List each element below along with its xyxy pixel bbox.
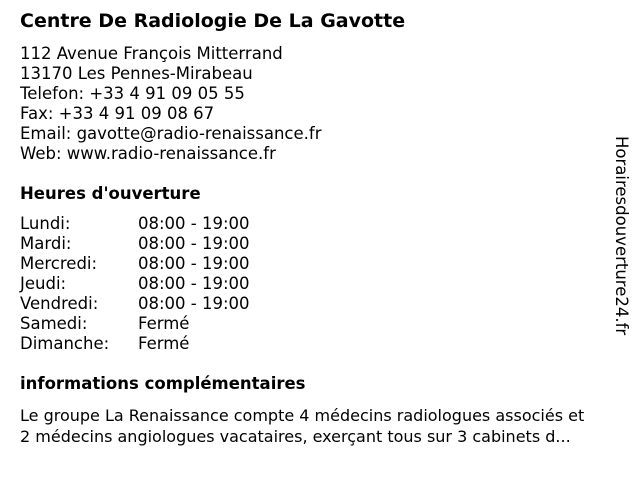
additional-info-text (20, 405, 636, 447)
day-hours: 08:00 - 19:00 (138, 254, 250, 273)
site-watermark: Horairesdouverture24.fr (612, 136, 631, 336)
day-label: Samedi: (20, 314, 88, 333)
day-hours: 08:00 - 19:00 (138, 214, 250, 233)
description-line-2: 2 médecins angiologues vacataires, exerçant tous sur 3 cabinets d... (20, 427, 571, 446)
day-hours: 08:00 - 19:00 (138, 234, 250, 253)
contact-info (20, 44, 321, 164)
day-label: Vendredi: (20, 294, 99, 313)
additional-info-heading: informations complémentaires (20, 374, 306, 393)
website: Web: www.radio-renaissance.fr (20, 144, 276, 163)
opening-hours-heading: Heures d'ouverture (20, 184, 201, 203)
day-label: Mercredi: (20, 254, 98, 273)
day-hours: 08:00 - 19:00 (138, 274, 250, 293)
description-line-1: Le groupe La Renaissance compte 4 médecins radiologues associés et (20, 406, 585, 425)
day-hours: Fermé (138, 314, 190, 333)
day-hours: Fermé (138, 334, 190, 353)
day-label: Dimanche: (20, 334, 110, 353)
fax-number: Fax: +33 4 91 09 08 67 (20, 104, 215, 123)
address-line-1: 112 Avenue François Mitterrand (20, 44, 283, 63)
email-address: Email: gavotte@radio-renaissance.fr (20, 124, 322, 143)
business-name: Centre De Radiologie De La Gavotte (20, 10, 406, 32)
address-line-2: 13170 Les Pennes-Mirabeau (20, 64, 253, 83)
day-label: Jeudi: (20, 274, 67, 293)
day-label: Mardi: (20, 234, 72, 253)
day-hours: 08:00 - 19:00 (138, 294, 250, 313)
phone-number: Telefon: +33 4 91 09 05 55 (20, 84, 245, 103)
day-label: Lundi: (20, 214, 71, 233)
